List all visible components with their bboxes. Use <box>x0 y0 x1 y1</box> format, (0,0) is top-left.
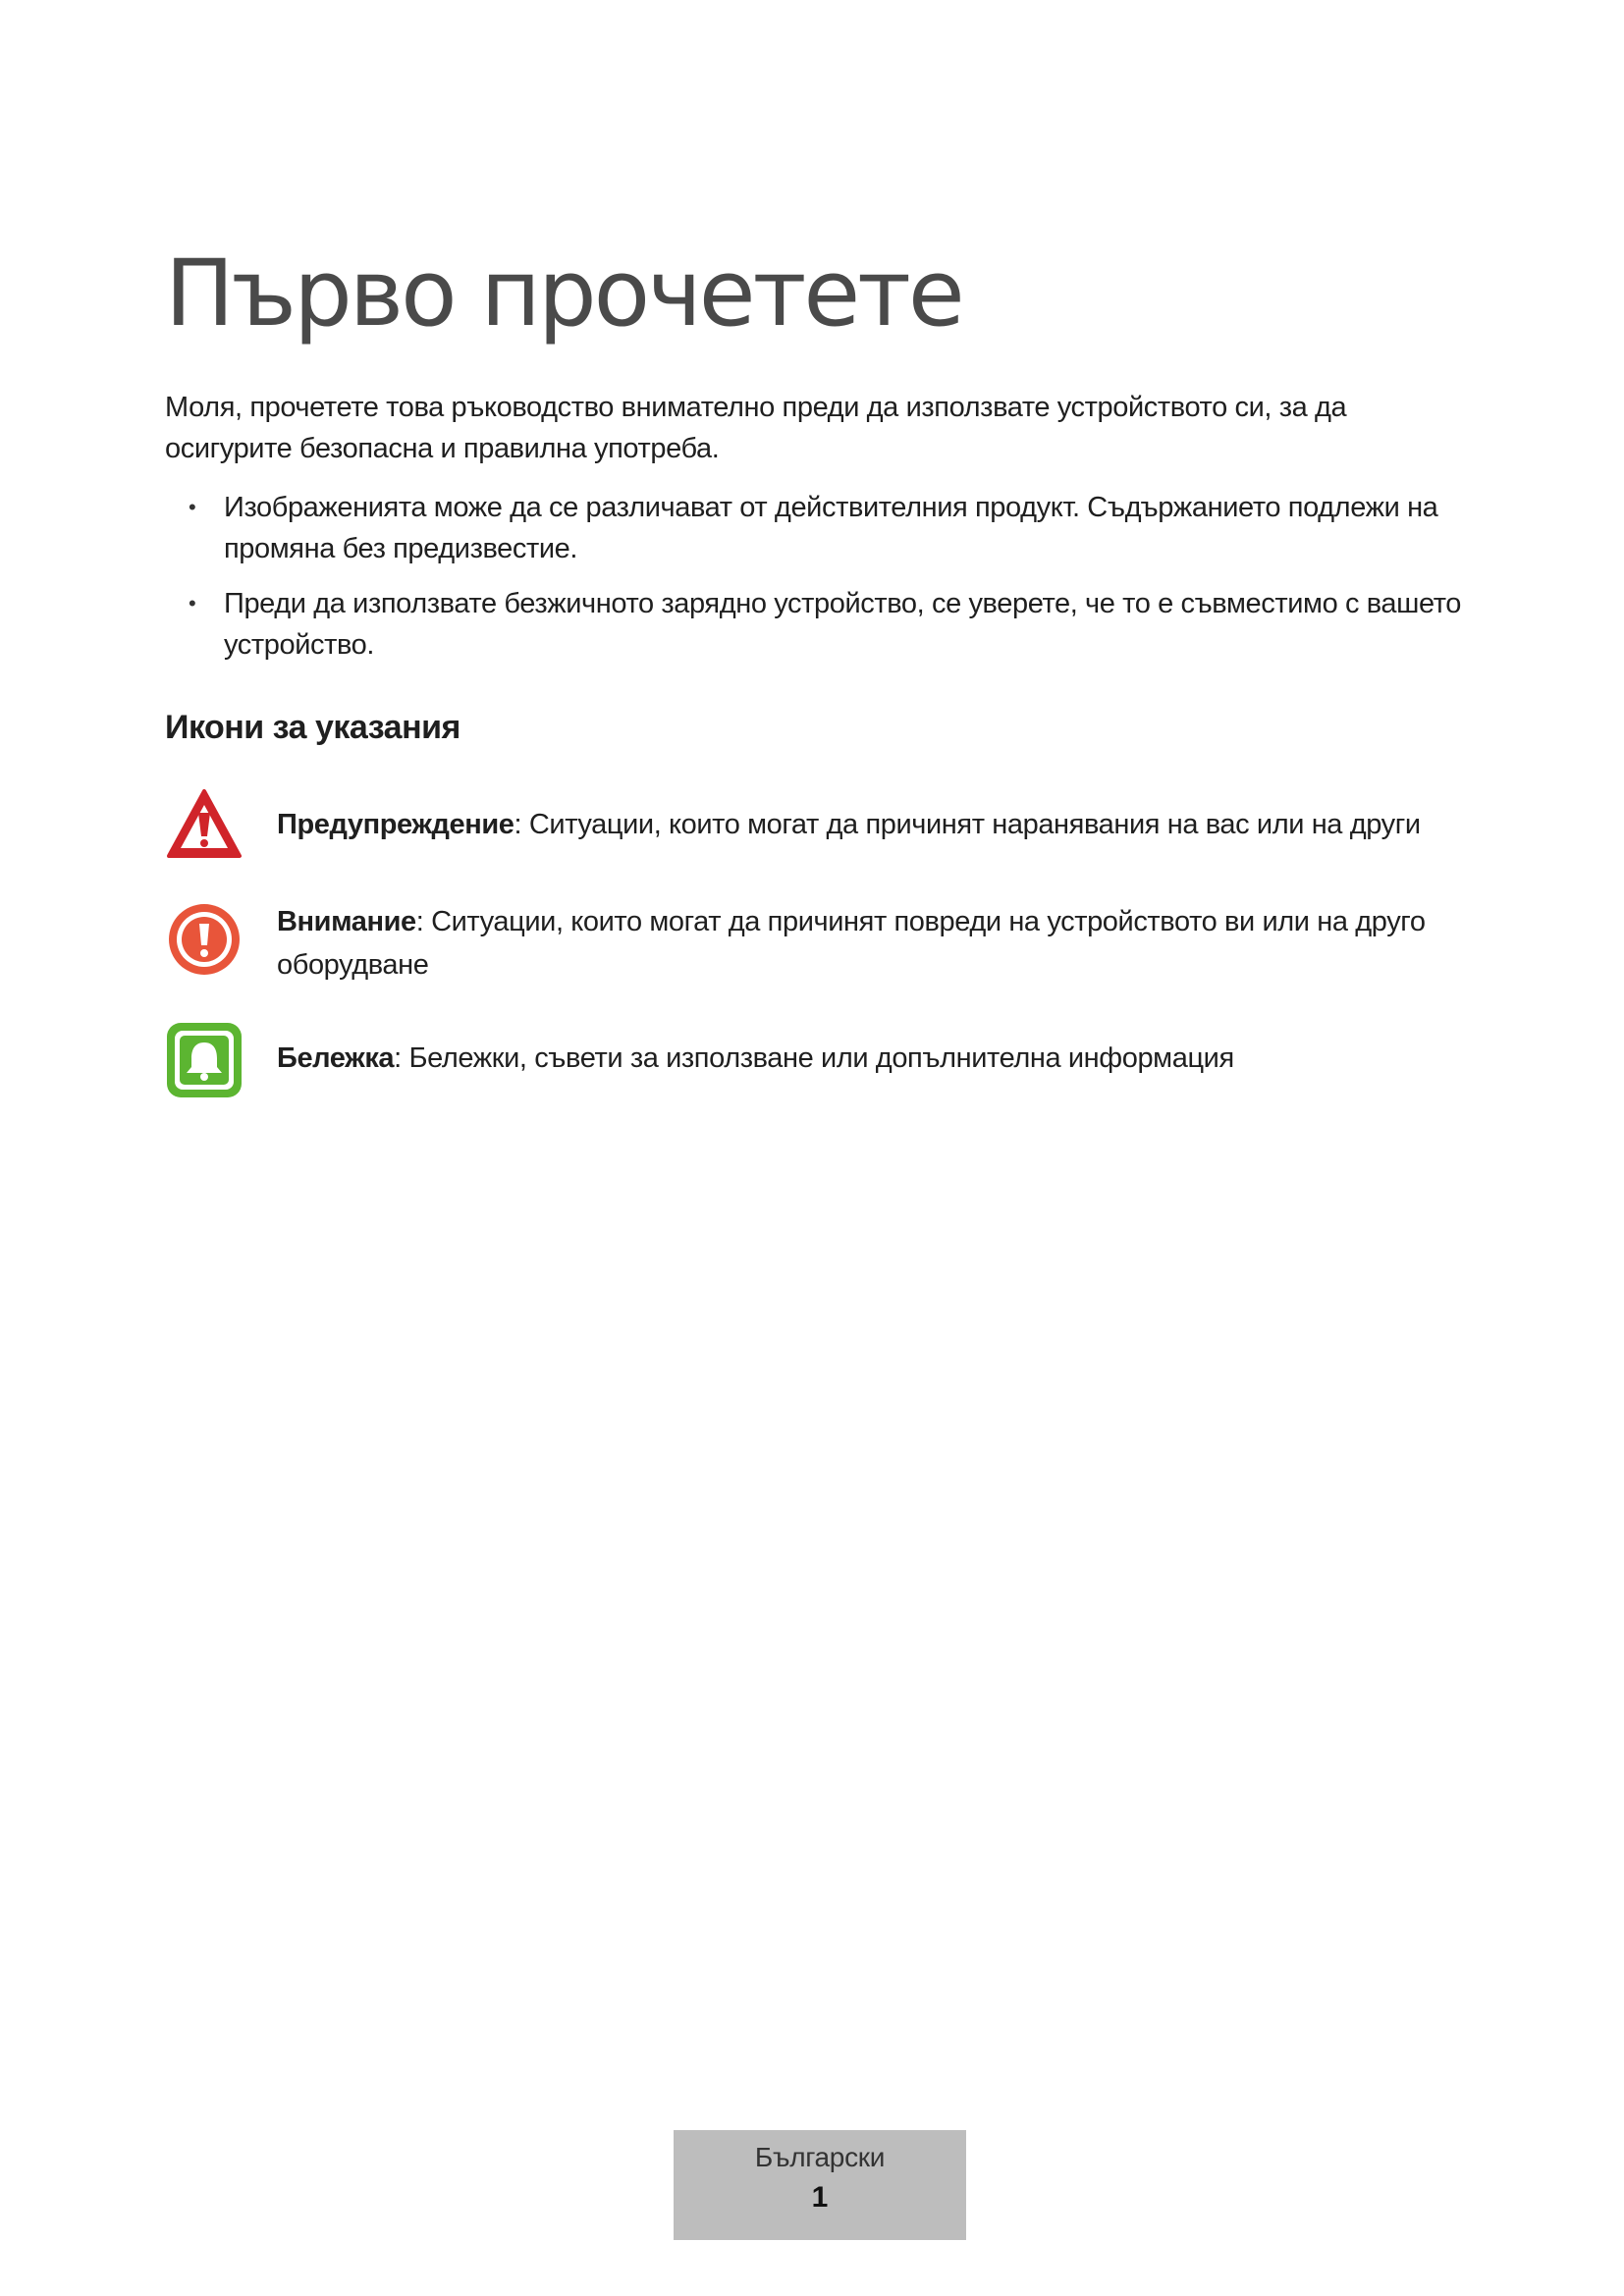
caution-circle-icon <box>165 900 244 979</box>
bullet-marker: • <box>189 495 196 519</box>
notice-text <box>277 900 1475 987</box>
footer-language: Български <box>754 2142 886 2172</box>
notice-description: : Ситуации, които могат да причинят наранявания на вас или на други <box>514 809 1421 840</box>
page-number: 1 <box>811 2181 829 2214</box>
bullet-marker: • <box>189 591 196 615</box>
section-title: Икони за указания <box>165 709 460 746</box>
bullet-list <box>165 487 1481 679</box>
notice-description: : Ситуации, които могат да причинят повреди на устройството ви или на друго оборудване <box>277 906 1426 981</box>
notice-label: Внимание <box>277 906 416 937</box>
notice-text <box>277 1037 1475 1080</box>
notice-text <box>277 803 1475 846</box>
warning-triangle-icon <box>165 785 244 864</box>
intro-paragraph: Моля, прочетете това ръководство внимателно преди да използвате устройството си, за да осигурите безопасна и правилна употреба. <box>165 392 1347 464</box>
page-footer <box>674 2130 966 2240</box>
note-bell-icon <box>165 1021 244 1099</box>
notice-label: Бележка <box>277 1042 395 1074</box>
notice-label: Предупреждение <box>277 809 514 840</box>
bullet-item <box>165 583 1481 666</box>
page-title: Първо прочетете <box>165 240 962 347</box>
bullet-text: Изображенията може да се различават от действителния продукт. Съдържанието подлежи на промяна без предизвестие. <box>224 492 1438 564</box>
notice-description: : Бележки, съвети за използване или допълнителна информация <box>394 1042 1234 1074</box>
bullet-text: Преди да използвате безжичното зарядно устройство, се уверете, че то е съвместимо с вашето устройство. <box>224 588 1462 661</box>
bullet-item <box>165 487 1481 569</box>
